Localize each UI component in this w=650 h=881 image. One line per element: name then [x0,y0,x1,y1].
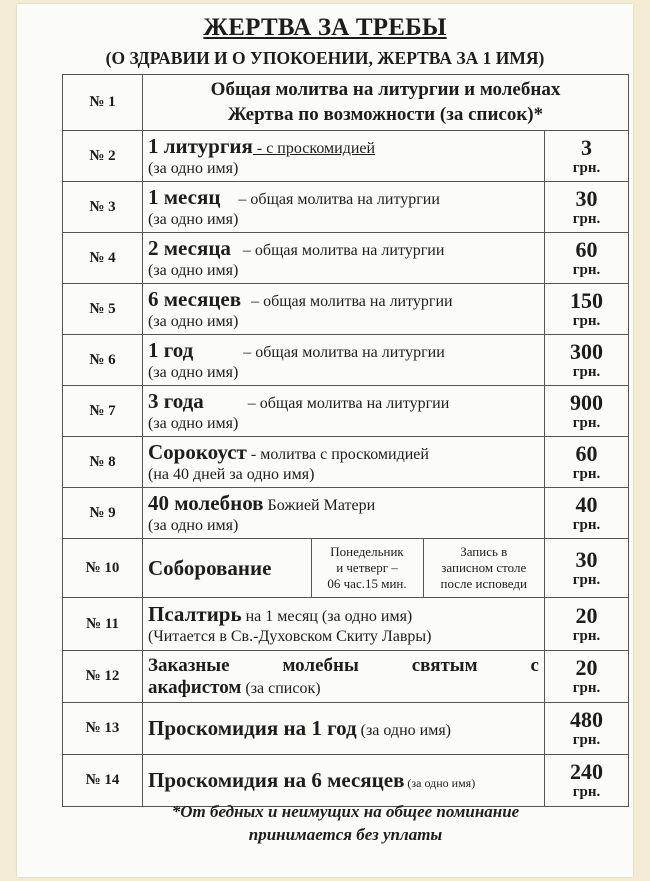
price-value: 30 [575,546,598,572]
service-subnote: (на 40 дней за одно имя) [148,466,315,483]
price-unit: грн. [572,680,601,697]
table-row [63,437,629,488]
service-cell [143,335,545,386]
price-value: 150 [570,287,603,313]
row-number: № 12 [63,651,143,703]
table-row [63,598,629,651]
service-cell [143,703,545,755]
service-subnote: (за одно имя) [148,160,239,177]
services-table [62,74,629,807]
price-cell [545,335,629,386]
table-row [63,488,629,539]
service-subnote: (за одно имя) [148,415,239,432]
price-cell [545,755,629,807]
service-description: – общая молитва на литургии [251,293,453,310]
service-description: - с проскомидией [252,140,376,157]
unction-name-cell [143,539,311,597]
service-description: - молитва с проскомидией [246,446,429,463]
price-value: 900 [570,389,603,415]
row-number: № 5 [63,284,143,335]
table-row [63,284,629,335]
service-name-justified: Заказные молебны святым с [148,654,539,676]
price-cell [545,182,629,233]
price-value: 40 [575,491,598,517]
table-row [63,755,629,807]
row-number: № 3 [63,182,143,233]
price-unit: грн. [572,261,601,278]
table-row [63,703,629,755]
price-unit: грн. [572,363,601,380]
footnote-line-2: принимается без уплаты [248,824,443,844]
row-number: № 1 [63,75,143,131]
price-cell [545,703,629,755]
price-unit: грн. [572,784,601,801]
service-cell [143,539,545,598]
price-value: 300 [570,338,603,364]
page-subtitle: (О ЗДРАВИИ И О УПОКОЕНИИ, ЖЕРТВА ЗА 1 ИМЯ) [105,48,545,68]
table-row [63,539,629,598]
service-subnote: (Читается в Св.-Духовском Скиту Лавры) [148,628,432,645]
service-cell [143,488,545,539]
table-row [63,131,629,182]
price-cell [545,539,629,598]
row-number: № 10 [63,539,143,598]
price-cell [545,488,629,539]
price-value: 240 [570,759,603,785]
price-unit: грн. [572,465,601,482]
footnote-line-1: *От бедных и неимущих на общее поминание [171,802,520,821]
price-unit: грн. [572,732,601,749]
service-description: – общая молитва на литургии [243,344,445,361]
price-cell [545,131,629,182]
price-cell [545,598,629,651]
service-description: – общая молитва на литургии [238,191,440,208]
price-value: 60 [575,440,598,466]
row-number: № 6 [63,335,143,386]
service-cell [143,598,545,651]
service-cell [143,437,545,488]
service-subnote: (за одно имя) [148,313,239,330]
service-description: – общая молитва на литургии [247,395,450,412]
registration-note: Запись в записном столе после исповеди [440,543,527,592]
price-unit: грн. [572,312,601,329]
price-value: 30 [575,185,598,211]
service-description: (за одно имя) [404,776,476,790]
row-number: № 11 [63,598,143,651]
price-value: 60 [575,236,598,262]
table-row [63,182,629,233]
price-value: 20 [575,655,598,681]
price-unit: грн. [572,627,601,644]
service-cell [143,386,545,437]
table-row [63,651,629,703]
service-name: 3 года [148,389,204,413]
row-number: № 4 [63,233,143,284]
row-number: № 2 [63,131,143,182]
price-unit: грн. [572,414,601,431]
price-unit: грн. [572,210,601,227]
row-number: № 8 [63,437,143,488]
service-description: – общая молитва на литургии [242,242,445,259]
service-name: 1 месяц [148,185,221,209]
footnote [62,801,629,847]
service-name: 1 литургия [148,134,253,158]
row-number: № 7 [63,386,143,437]
service-name: Соборование [148,555,272,580]
price-list-sheet [17,4,633,877]
row-number: № 13 [63,703,143,755]
table-row [63,233,629,284]
service-name: 40 молебнов [148,491,264,515]
table-row [63,335,629,386]
price-cell [545,437,629,488]
price-cell [545,651,629,703]
price-value: 20 [575,602,598,628]
price-value: 480 [570,707,603,733]
table-row [63,386,629,437]
service-name: 6 месяцев [148,287,242,311]
service-subnote: (за одно имя) [148,517,239,534]
general-prayer-title: Общая молитва на литургии и молебнах [210,78,561,100]
price-cell [545,386,629,437]
service-cell [143,651,545,703]
price-cell [545,284,629,335]
service-name: Проскомидия на 1 год [148,716,357,740]
price-value: 3 [581,134,592,160]
service-subnote: (за одно имя) [148,364,239,381]
service-subnote: (за одно имя) [148,211,239,228]
service-name: 2 месяца [148,236,231,260]
service-description: (за одно имя) [356,722,452,739]
price-unit: грн. [572,571,601,588]
row-number: № 14 [63,755,143,807]
price-unit: грн. [572,159,601,176]
service-cell [143,182,545,233]
service-description: Божией Матери [263,497,376,514]
table-row [63,75,629,131]
price-cell [545,233,629,284]
service-cell [143,233,545,284]
service-cell [143,755,545,807]
price-unit: грн. [572,516,601,533]
page-title: ЖЕРТВА ЗА ТРЕБЫ [203,14,447,41]
service-name: 1 год [148,338,194,362]
service-name: Проскомидия на 6 месяцев [148,768,405,792]
service-subnote: (за одно имя) [148,262,239,279]
service-cell [143,131,545,182]
row-number: № 9 [63,488,143,539]
service-name: Псалтирь [148,602,242,626]
general-prayer-note: Жертва по возможности (за список)* [227,103,544,125]
service-description: на 1 месяц (за одно имя) [241,608,413,625]
service-subnote: (за список) [241,679,321,697]
service-name-end: акафистом [148,676,242,698]
unction-subtable [143,539,544,597]
service-name: Сорокоуст [148,440,247,464]
general-prayer-cell [143,75,629,131]
schedule-note: Понедельник и четверг – 06 час.15 мин. [311,539,423,597]
service-cell [143,284,545,335]
